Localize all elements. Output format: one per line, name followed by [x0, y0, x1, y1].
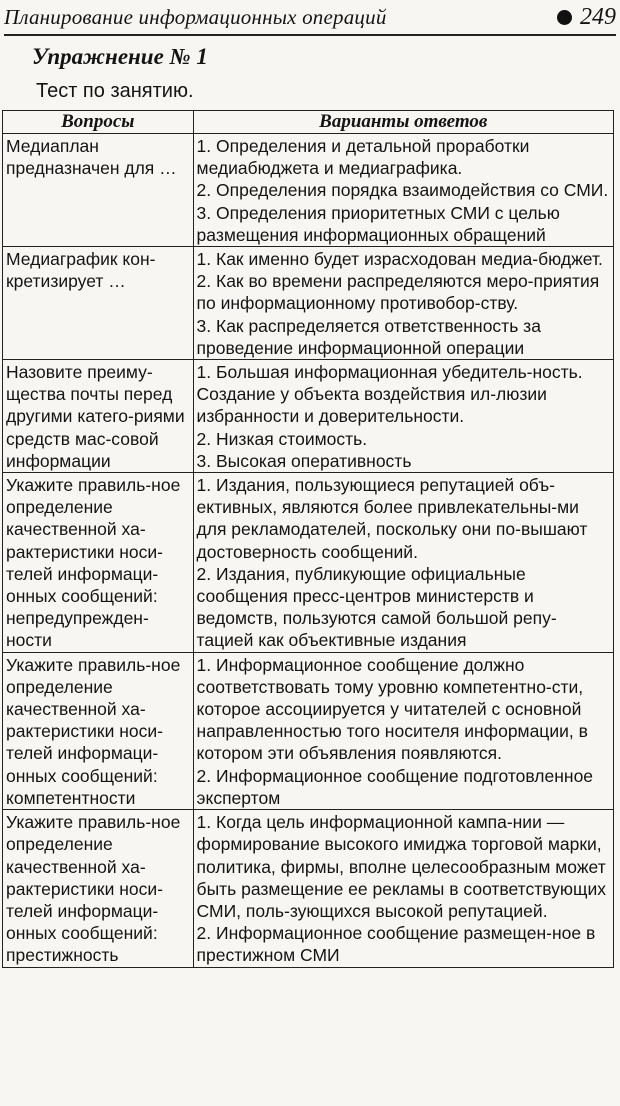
running-title: Планирование информационных операций: [4, 4, 387, 29]
page-number-group: [557, 4, 616, 31]
table-row: [3, 360, 614, 473]
answers-cell: [193, 360, 613, 473]
table-row: [3, 247, 614, 360]
page-number: 249: [580, 3, 616, 30]
question-cell: Медиаграфик кон-кретизирует …: [3, 247, 194, 360]
answer-option: 1. Когда цель информационной кампа-нии — формирование высокого имиджа торговой марки, политика, фирмы, вполне целесообразным может быть размещение ее рекламы в соответствующих СМИ, поль-зующихся высокой репутацией.: [196, 812, 606, 921]
bullet-dot-icon: [557, 10, 572, 25]
answer-option: 3. Как распределяется ответственность за проведение информационной операции: [196, 315, 541, 358]
answer-option: 3. Определения приоритетных СМИ с целью размещения информационных обращений: [196, 202, 560, 245]
answer-option: 1. Издания, пользующиеся репутацией объ-ективных, являются более привлекательны-ми для рекламодателей, поскольку они по-вышают достоверность сообщений.: [196, 475, 588, 562]
answer-option: 2. Издания, публикующие официальные сообщения пресс-центров министерств и ведомств, пользуются самой большой репу-тацией как объективные издания: [196, 563, 557, 651]
table-row: [3, 810, 614, 967]
answers-column-header: Варианты ответов: [193, 111, 613, 134]
answer-option: 2. Информационное сообщение размещен-ное в престижном СМИ: [196, 923, 596, 966]
answers-cell: [193, 247, 613, 360]
questions-column-header: Вопросы: [3, 111, 194, 134]
question-cell: Укажите правиль-ное определение качественной ха-рактеристики носи-телей информаци-онных сообщений: престижность: [3, 810, 194, 967]
answer-option: 2. Информационное сообщение подготовленное экспертом: [196, 765, 594, 808]
answer-option: 1. Как именно будет израсходован медиа-бюджет.: [196, 249, 603, 270]
question-cell: Медиаплан предназначен для …: [3, 134, 194, 247]
answers-cell: [193, 652, 613, 809]
question-cell: Укажите правиль-ное определение качественной ха-рактеристики носи-телей информаци-онных сообщений: компетентности: [3, 652, 194, 809]
answer-option: 3. Высокая оперативность: [196, 450, 412, 471]
answer-option: 1. Большая информационная убедитель-ность. Создание у объекта воздействия ил-люзии избранности и доверительности.: [196, 362, 583, 427]
answer-option: 1. Информационное сообщение должно соответствовать тому уровню компетентно-сти, которое ассоциируется у читателей с основной направленностью того носителя информации, в котором эти объявления появляются.: [196, 654, 588, 764]
answer-option: 1. Определения и детальной проработки медиабюджета и медиаграфика.: [196, 136, 530, 179]
table-row: [3, 652, 614, 809]
answers-cell: [193, 134, 613, 247]
answer-option: 2. Определения порядка взаимодействия со СМИ.: [196, 180, 609, 201]
test-caption: Тест по занятию.: [36, 80, 194, 102]
answers-cell: [193, 473, 613, 653]
quiz-table: [2, 110, 614, 968]
question-cell: Укажите правиль-ное определение качественной ха-рактеристики носи-телей информаци-онных сообщений: непредупрежден-ности: [3, 473, 194, 653]
table-header-row: [3, 111, 614, 134]
running-header: [4, 0, 616, 36]
answer-option: 2. Низкая стоимость.: [196, 428, 368, 449]
table-row: [3, 473, 614, 653]
answers-cell: [193, 810, 613, 967]
table-row: [3, 134, 614, 247]
exercise-title: Упражнение № 1: [32, 44, 208, 69]
answer-option: 2. Как во времени распределяются меро-приятия по информационному противобор-ству.: [196, 271, 600, 314]
question-cell: Назовите преиму-щества почты перед другими катего-риями средств мас-совой информации: [3, 360, 194, 473]
